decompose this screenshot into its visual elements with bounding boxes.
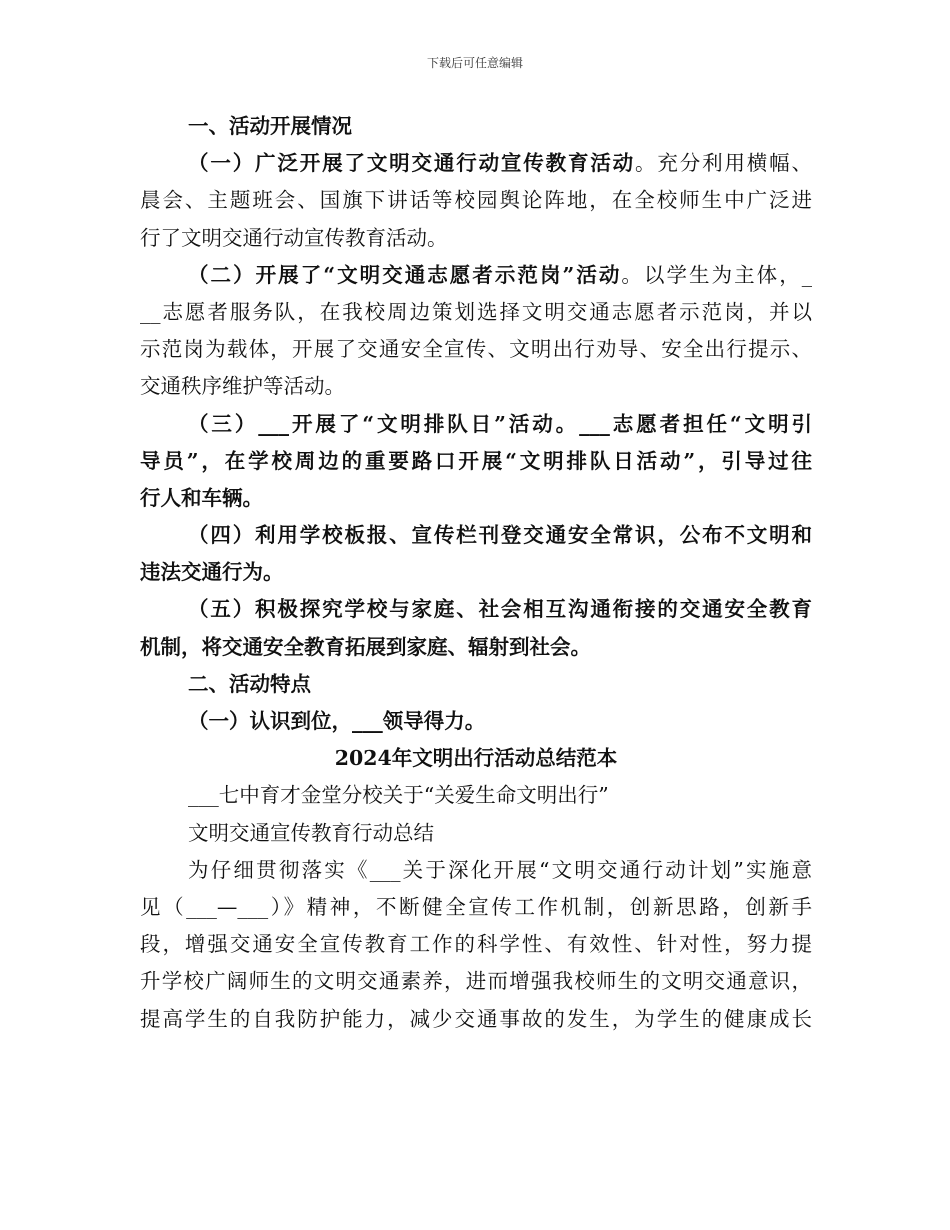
document-title: 2024年文明出行活动总结范本: [334, 746, 618, 771]
paragraph-line: [140, 406, 812, 443]
text-run: （四）利用学校板报、宣传栏刊登交通安全常识，公布不文明和: [188, 523, 812, 548]
text-run: 交通秩序维护等活动。: [140, 374, 345, 399]
text-run: 文明交通宣传教育行动总结: [188, 820, 434, 845]
paragraph-line: [140, 108, 812, 145]
text-run: 行了文明交通行动宣传教育活动。: [140, 225, 448, 250]
paragraph-line: [140, 703, 812, 740]
document-page: [140, 108, 812, 1038]
paragraph-line: [140, 666, 812, 703]
text-run: 示范岗为载体，开展了交通安全宣传、文明出行劝导、安全出行提示、: [140, 337, 812, 362]
text-run: 二、活动特点: [188, 671, 311, 696]
paragraph-line: [140, 294, 812, 331]
text-run: （一）认识到位，___领导得力。: [188, 709, 486, 733]
paragraph-line: [140, 591, 812, 628]
section-summary: [140, 777, 812, 1037]
text-run: ___七中育才金堂分校关于“关爱生命文明出行”: [188, 783, 609, 808]
paragraph-line: [140, 777, 812, 814]
text-run: 。充分利用横幅、: [635, 151, 812, 176]
paragraph-line: [140, 815, 812, 852]
paragraph-line: [140, 1001, 812, 1038]
text-run: 为仔细贯彻落实《___关于深化开展“文明交通行动计划”实施意: [188, 857, 812, 882]
text-run: 一、活动开展情况: [188, 114, 352, 138]
text-run: 违法交通行为。: [140, 560, 284, 585]
text-run: （二）开展了“文明交通志愿者示范岗”活动: [188, 262, 622, 287]
text-run: 提高学生的自我防护能力，减少交通事故的发生，为学生的健康成长: [140, 1006, 812, 1031]
paragraph-line: [140, 852, 812, 889]
text-run: （一）广泛开展了文明交通行动宣传教育活动: [188, 151, 636, 176]
paragraph-line: [140, 182, 812, 219]
paragraph-line: [140, 480, 812, 517]
text-run: 导员”，在学校周边的重要路口开展“文明排队日活动”，引导过往: [140, 448, 812, 473]
paragraph-line: [140, 257, 812, 294]
text-run: 机制，将交通安全教育拓展到家庭、辐射到社会。: [140, 634, 591, 659]
paragraph-line: [140, 926, 812, 963]
text-run: 升学校广阔师生的文明交通素养，进而增强我校师生的文明交通意识，: [140, 969, 812, 994]
paragraph-line: [140, 629, 812, 666]
section-activities: [140, 108, 812, 740]
paragraph-line: [140, 889, 812, 926]
paragraph-line: [140, 220, 812, 257]
paragraph-line: [140, 554, 812, 591]
paragraph-line: [140, 145, 812, 182]
text-run: __志愿者服务队，在我校周边策划选择文明交通志愿者示范岗，并以: [140, 299, 812, 324]
paragraph-line: [140, 517, 812, 554]
text-run: （三）___开展了“文明排队日”活动。___志愿者担任“文明引: [188, 411, 812, 436]
text-run: 晨会、主题班会、国旗下讲话等校园舆论阵地，在全校师生中广泛进: [140, 188, 812, 213]
text-run: 行人和车辆。: [140, 485, 263, 510]
text-run: （五）积极探究学校与家庭、社会相互沟通衔接的交通安全教育: [188, 597, 812, 622]
header-note: 下载后可任意编辑: [426, 56, 523, 70]
paragraph-line: [140, 443, 812, 480]
text-run: 段，增强交通安全宣传教育工作的科学性、有效性、针对性，努力提: [140, 932, 812, 957]
paragraph-line: [140, 368, 812, 405]
paragraph-line: [140, 963, 812, 1000]
text-run: 。以学生为主体，_: [621, 262, 812, 287]
text-run: 见（___—___）》精神，不断健全宣传工作机制，创新思路，创新手: [140, 894, 812, 919]
paragraph-line: [140, 331, 812, 368]
